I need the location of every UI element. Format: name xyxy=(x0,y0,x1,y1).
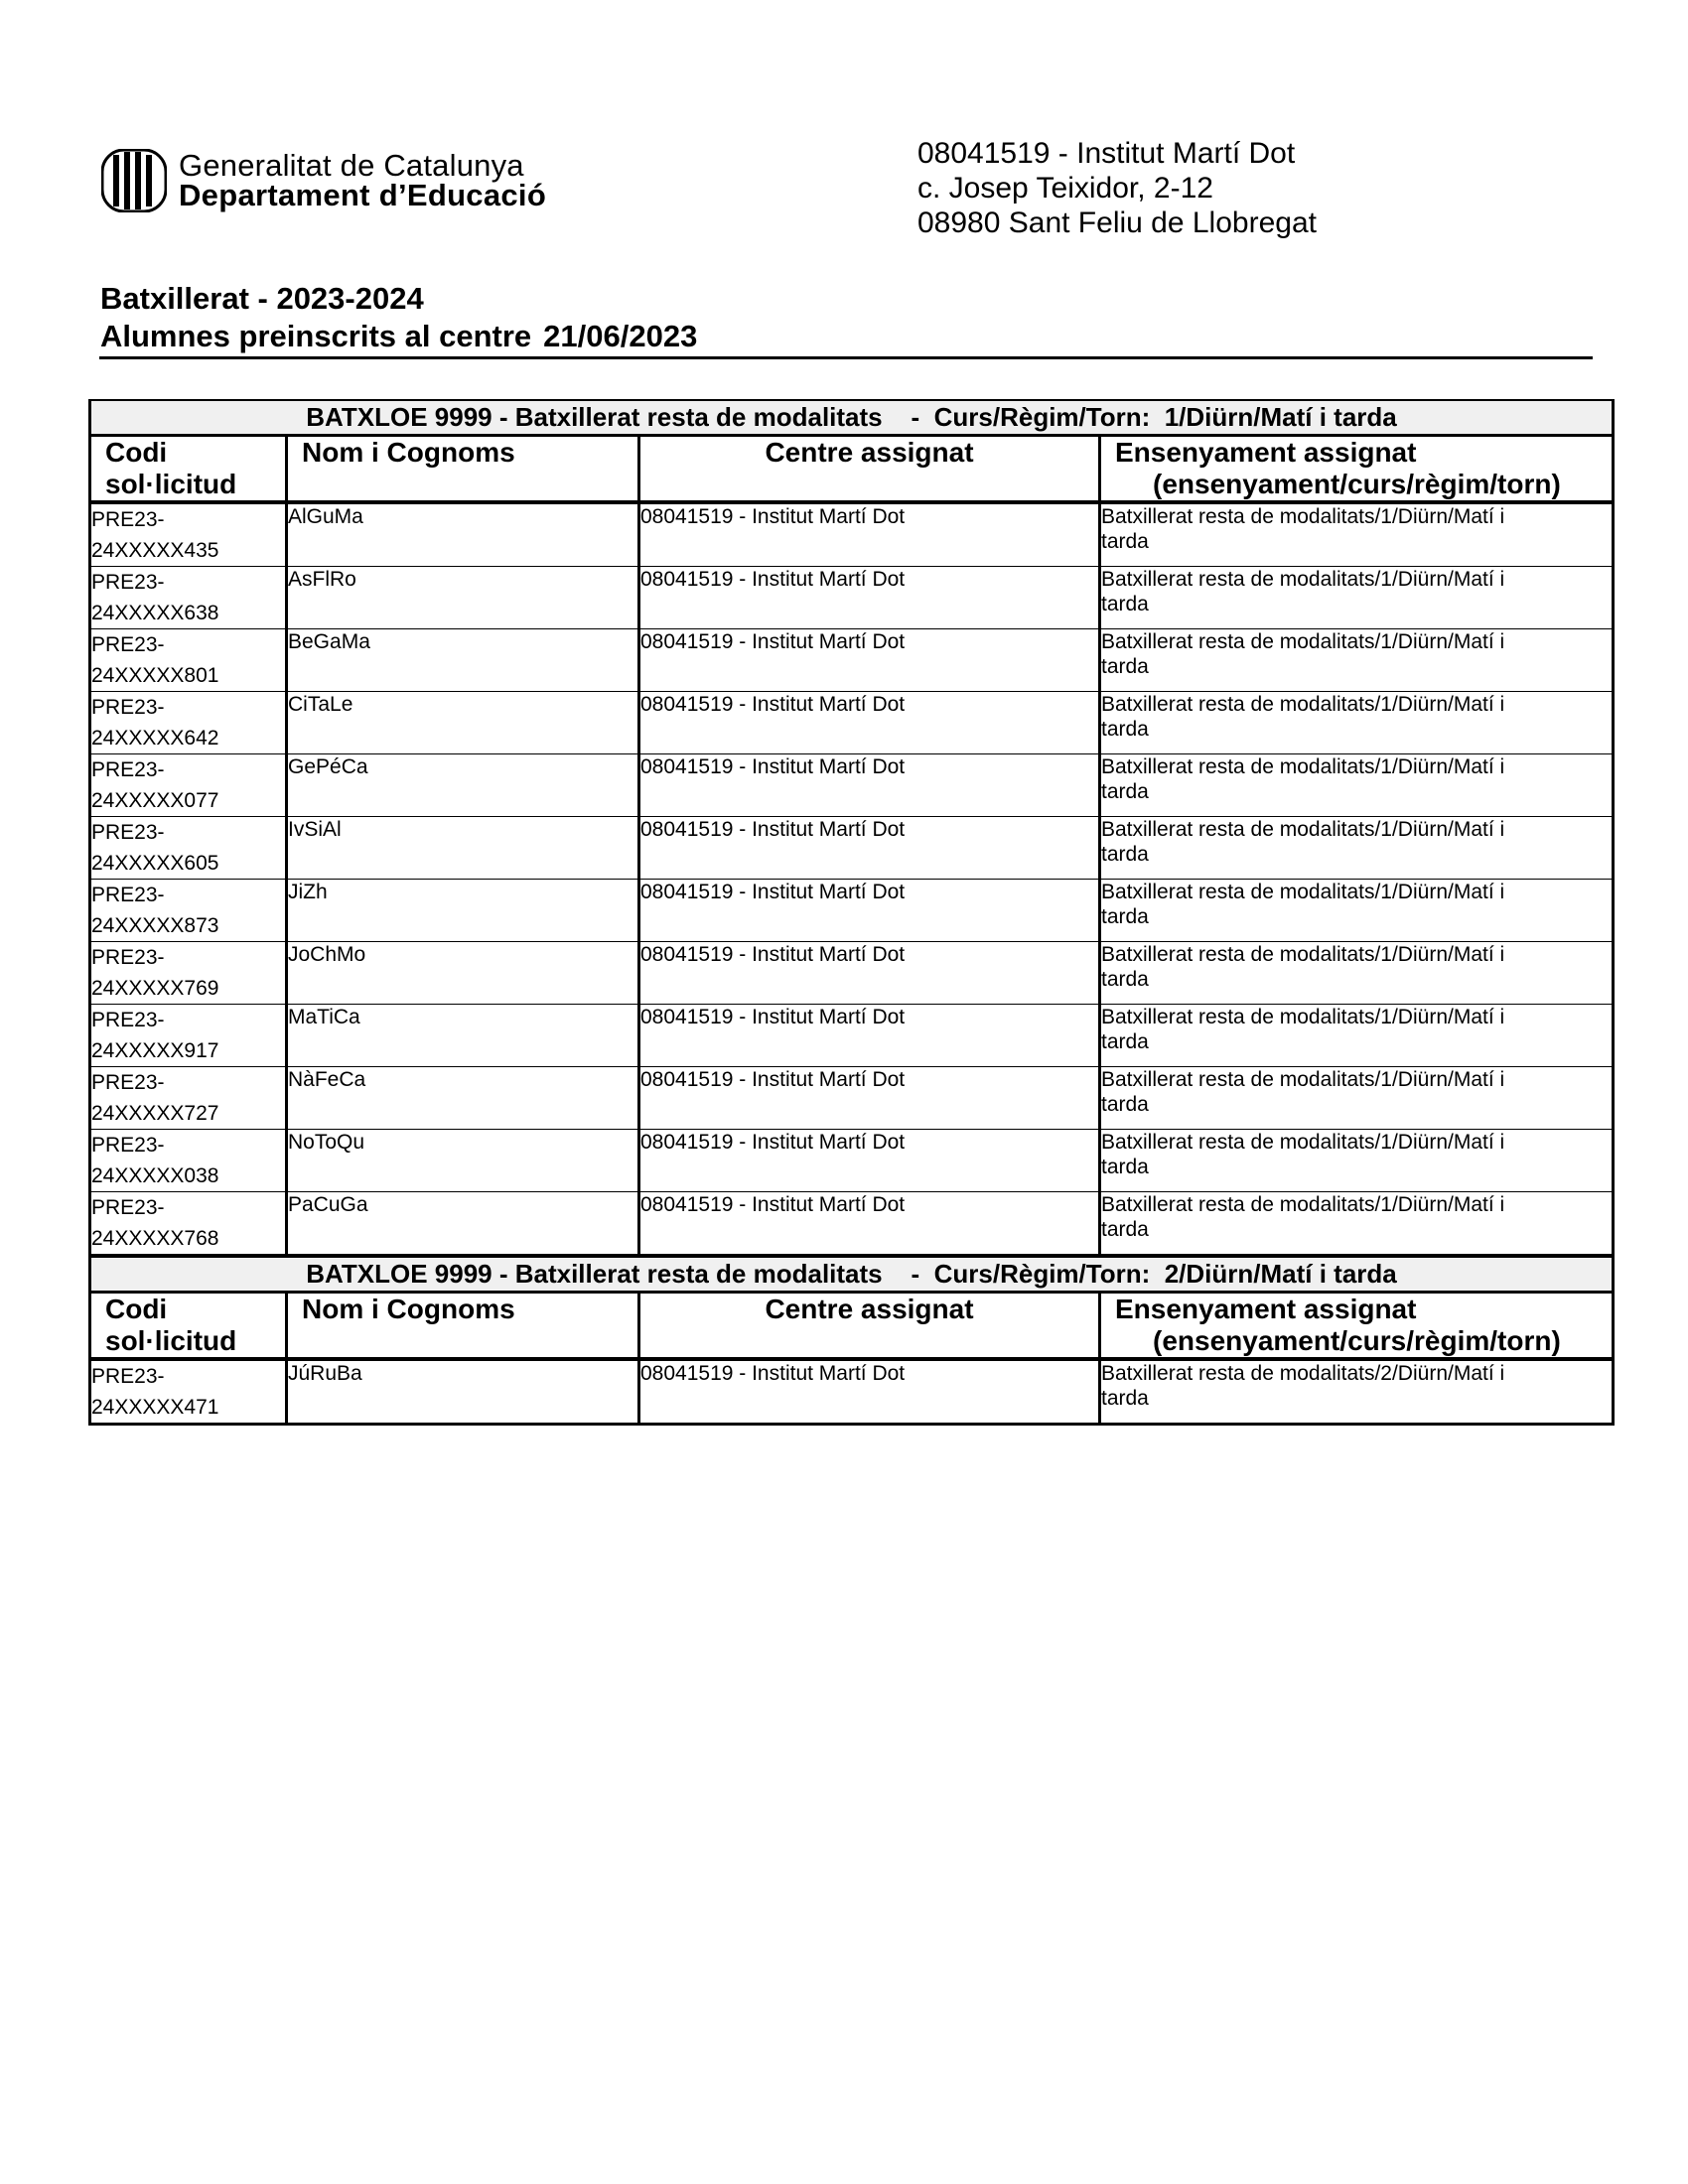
group-table-1 xyxy=(88,399,1615,1257)
header-ensenyament: Ensenyament assignat (ensenyament/curs/règim/torn) xyxy=(1100,436,1614,503)
assigned-program: Batxillerat resta de modalitats/1/Diürn/Matí i tarda xyxy=(1100,1005,1614,1067)
student-initials: JiZh xyxy=(287,880,639,942)
assigned-centre: 08041519 - Institut Martí Dot xyxy=(639,629,1100,692)
table-row xyxy=(90,1067,1614,1130)
student-initials: BeGaMa xyxy=(287,629,639,692)
senyera-emblem-icon xyxy=(101,149,167,212)
assigned-centre: 08041519 - Institut Martí Dot xyxy=(639,817,1100,880)
request-code: PRE23- 24XXXXX769 xyxy=(90,942,287,1005)
student-initials: NoToQu xyxy=(287,1130,639,1192)
table-row xyxy=(90,1005,1614,1067)
student-initials: AsFlRo xyxy=(287,567,639,629)
request-code: PRE23- 24XXXXX471 xyxy=(90,1359,287,1425)
table-row xyxy=(90,880,1614,942)
table-row xyxy=(90,754,1614,817)
address-line: c. Josep Teixidor, 2-12 xyxy=(917,172,1213,205)
request-code: PRE23- 24XXXXX605 xyxy=(90,817,287,880)
student-initials: IvSiAl xyxy=(287,817,639,880)
student-initials: PaCuGa xyxy=(287,1192,639,1256)
request-code: PRE23- 24XXXXX077 xyxy=(90,754,287,817)
request-code: PRE23- 24XXXXX727 xyxy=(90,1067,287,1130)
student-initials: CiTaLe xyxy=(287,692,639,754)
request-code: PRE23- 24XXXXX638 xyxy=(90,567,287,629)
report-title xyxy=(100,280,697,355)
header-name: Nom i Cognoms xyxy=(287,1293,639,1360)
assigned-program: Batxillerat resta de modalitats/1/Diürn/Matí i tarda xyxy=(1100,1192,1614,1256)
org-name: Generalitat de Catalunya xyxy=(179,148,524,183)
logo-text xyxy=(179,148,547,212)
student-initials: JúRuBa xyxy=(287,1359,639,1425)
student-initials: JoChMo xyxy=(287,942,639,1005)
assigned-program: Batxillerat resta de modalitats/1/Diürn/Matí i tarda xyxy=(1100,692,1614,754)
table-row xyxy=(90,502,1614,567)
header-ensenyament: Ensenyament assignat (ensenyament/curs/règim/torn) xyxy=(1100,1293,1614,1360)
table-row xyxy=(90,942,1614,1005)
request-code: PRE23- 24XXXXX801 xyxy=(90,629,287,692)
table-row xyxy=(90,1359,1614,1425)
student-initials: AlGuMa xyxy=(287,502,639,567)
request-code: PRE23- 24XXXXX038 xyxy=(90,1130,287,1192)
address-line: 08041519 - Institut Martí Dot xyxy=(917,137,1296,170)
assigned-program: Batxillerat resta de modalitats/1/Diürn/Matí i tarda xyxy=(1100,567,1614,629)
request-code: PRE23- 24XXXXX435 xyxy=(90,502,287,567)
assigned-centre: 08041519 - Institut Martí Dot xyxy=(639,754,1100,817)
assigned-centre: 08041519 - Institut Martí Dot xyxy=(639,1192,1100,1256)
assigned-program: Batxillerat resta de modalitats/1/Diürn/Matí i tarda xyxy=(1100,629,1614,692)
group-table-2 xyxy=(88,1256,1615,1426)
generalitat-logo xyxy=(101,149,546,212)
assigned-centre: 08041519 - Institut Martí Dot xyxy=(639,1005,1100,1067)
report-date: 21/06/2023 xyxy=(543,319,698,353)
header-code: Codi sol·licitud xyxy=(90,436,287,503)
assigned-centre: 08041519 - Institut Martí Dot xyxy=(639,942,1100,1005)
request-code: PRE23- 24XXXXX917 xyxy=(90,1005,287,1067)
header-centre: Centre assignat xyxy=(639,436,1100,503)
assigned-program: Batxillerat resta de modalitats/1/Diürn/Matí i tarda xyxy=(1100,1130,1614,1192)
assigned-program: Batxillerat resta de modalitats/1/Diürn/Matí i tarda xyxy=(1100,817,1614,880)
assigned-centre: 08041519 - Institut Martí Dot xyxy=(639,880,1100,942)
header-centre: Centre assignat xyxy=(639,1293,1100,1360)
request-code: PRE23- 24XXXXX873 xyxy=(90,880,287,942)
table-header-row xyxy=(90,1293,1614,1360)
assigned-centre: 08041519 - Institut Martí Dot xyxy=(639,1067,1100,1130)
department-name: Departament d’Educació xyxy=(179,178,547,212)
assigned-program: Batxillerat resta de modalitats/1/Diürn/Matí i tarda xyxy=(1100,942,1614,1005)
assigned-program: Batxillerat resta de modalitats/1/Diürn/Matí i tarda xyxy=(1100,502,1614,567)
title-line2 xyxy=(100,318,697,355)
student-initials: GePéCa xyxy=(287,754,639,817)
table-header-row xyxy=(90,436,1614,503)
assigned-centre: 08041519 - Institut Martí Dot xyxy=(639,502,1100,567)
assigned-program: Batxillerat resta de modalitats/2/Diürn/Matí i tarda xyxy=(1100,1359,1614,1425)
request-code: PRE23- 24XXXXX768 xyxy=(90,1192,287,1256)
table-row xyxy=(90,692,1614,754)
address-line: 08980 Sant Feliu de Llobregat xyxy=(917,206,1317,239)
assigned-centre: 08041519 - Institut Martí Dot xyxy=(639,567,1100,629)
assigned-centre: 08041519 - Institut Martí Dot xyxy=(639,1130,1100,1192)
table-row xyxy=(90,817,1614,880)
assigned-program: Batxillerat resta de modalitats/1/Diürn/Matí i tarda xyxy=(1100,1067,1614,1130)
assigned-centre: 08041519 - Institut Martí Dot xyxy=(639,1359,1100,1425)
title-divider xyxy=(99,356,1593,359)
group-caption: BATXLOE 9999 - Batxillerat resta de modalitats - Curs/Règim/Torn: 1/Diürn/Matí i tarda xyxy=(90,400,1614,436)
table-row xyxy=(90,1130,1614,1192)
table-row xyxy=(90,629,1614,692)
header-name: Nom i Cognoms xyxy=(287,436,639,503)
header-code: Codi sol·licitud xyxy=(90,1293,287,1360)
assigned-centre: 08041519 - Institut Martí Dot xyxy=(639,692,1100,754)
group-caption: BATXLOE 9999 - Batxillerat resta de modalitats - Curs/Règim/Torn: 2/Diürn/Matí i tarda xyxy=(90,1257,1614,1293)
request-code: PRE23- 24XXXXX642 xyxy=(90,692,287,754)
title-line1: Batxillerat - 2023-2024 xyxy=(100,281,424,316)
student-initials: MaTiCa xyxy=(287,1005,639,1067)
student-initials: NàFeCa xyxy=(287,1067,639,1130)
assigned-program: Batxillerat resta de modalitats/1/Diürn/Matí i tarda xyxy=(1100,880,1614,942)
assigned-program: Batxillerat resta de modalitats/1/Diürn/Matí i tarda xyxy=(1100,754,1614,817)
centre-address xyxy=(917,136,1317,240)
table-row xyxy=(90,567,1614,629)
table-row xyxy=(90,1192,1614,1256)
title-subject: Alumnes preinscrits al centre xyxy=(100,319,532,353)
